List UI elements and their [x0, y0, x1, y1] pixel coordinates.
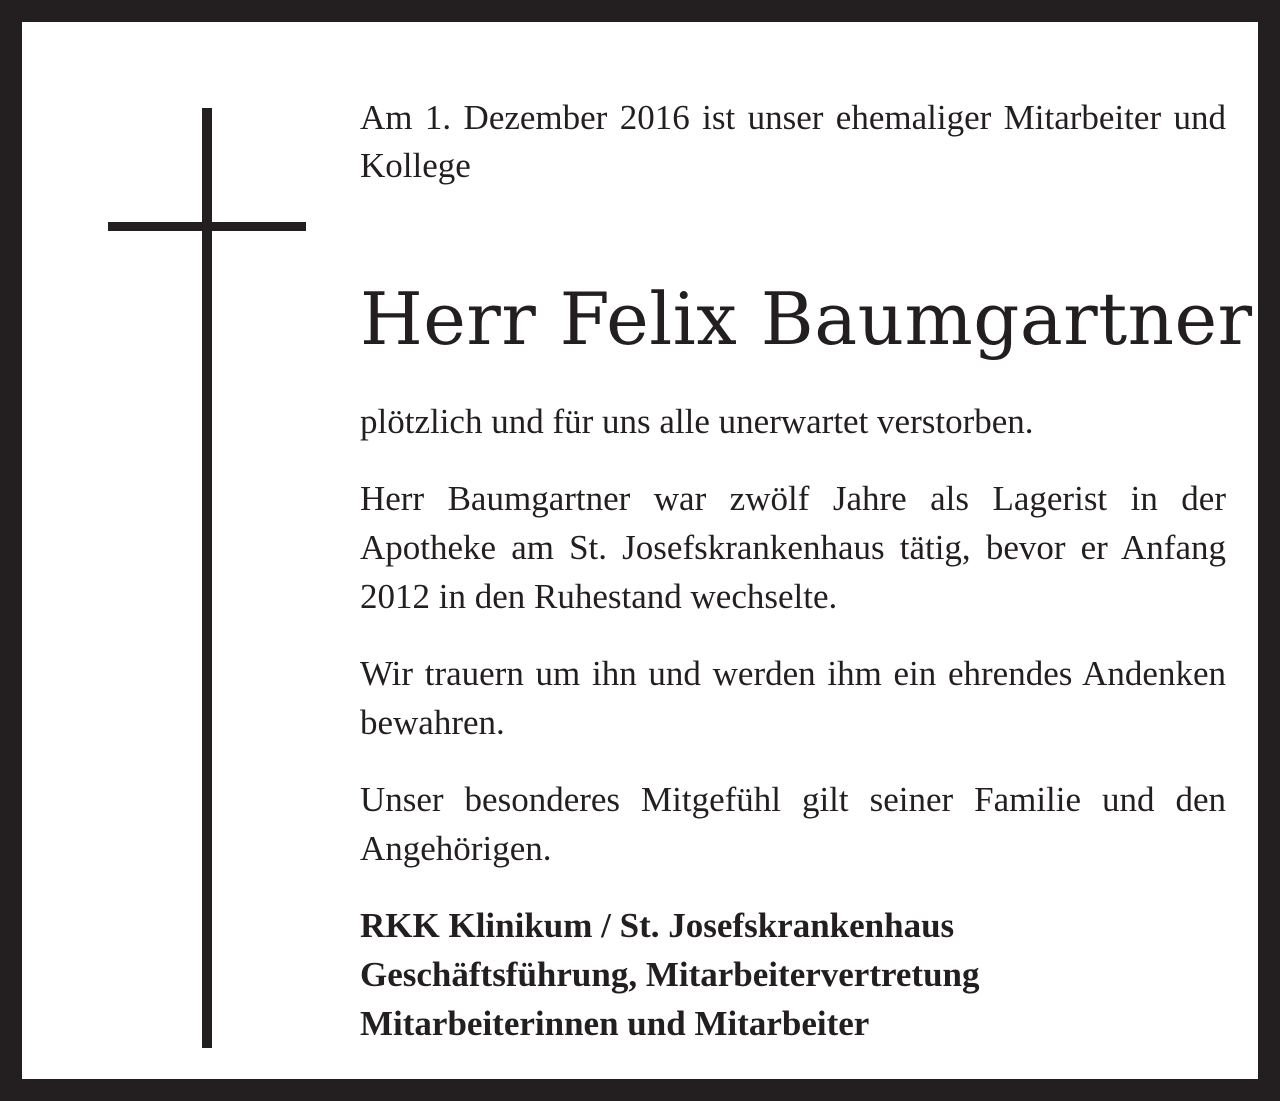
cross-vertical-bar	[202, 108, 212, 1048]
signature-block	[360, 901, 1226, 1048]
paragraph-condolence: Unser besonderes Mitgefühl gilt seiner Familie und den Angehörigen.	[360, 780, 1226, 868]
signature-line-staff: Mitarbeiterinnen und Mitarbeiter	[360, 1004, 870, 1043]
notice-content	[360, 94, 1253, 1048]
signature-line-organization: RKK Klinikum / St. Josefskrankenhaus	[360, 906, 955, 945]
paragraph-career: Herr Baumgartner war zwölf Jahre als Lagerist in der Apotheke am St. Josefskrankenhaus tätig, bevor er Anfang 2012 in den Ruhestand wechselte.	[360, 479, 1226, 616]
cross-horizontal-bar	[108, 222, 306, 231]
intro-text: Am 1. Dezember 2016 ist unser ehemaliger Mitarbeiter und Kollege	[360, 98, 1226, 185]
deceased-name: Herr Felix Baumgartner	[360, 277, 1253, 361]
paragraph-death: plötzlich und für uns alle unerwartet verstorben.	[360, 402, 1034, 441]
signature-line-management: Geschäftsführung, Mitarbeitervertretung	[360, 955, 980, 994]
paragraph-mourning: Wir trauern um ihn und werden ihm ein ehrendes Andenken bewahren.	[360, 654, 1226, 742]
